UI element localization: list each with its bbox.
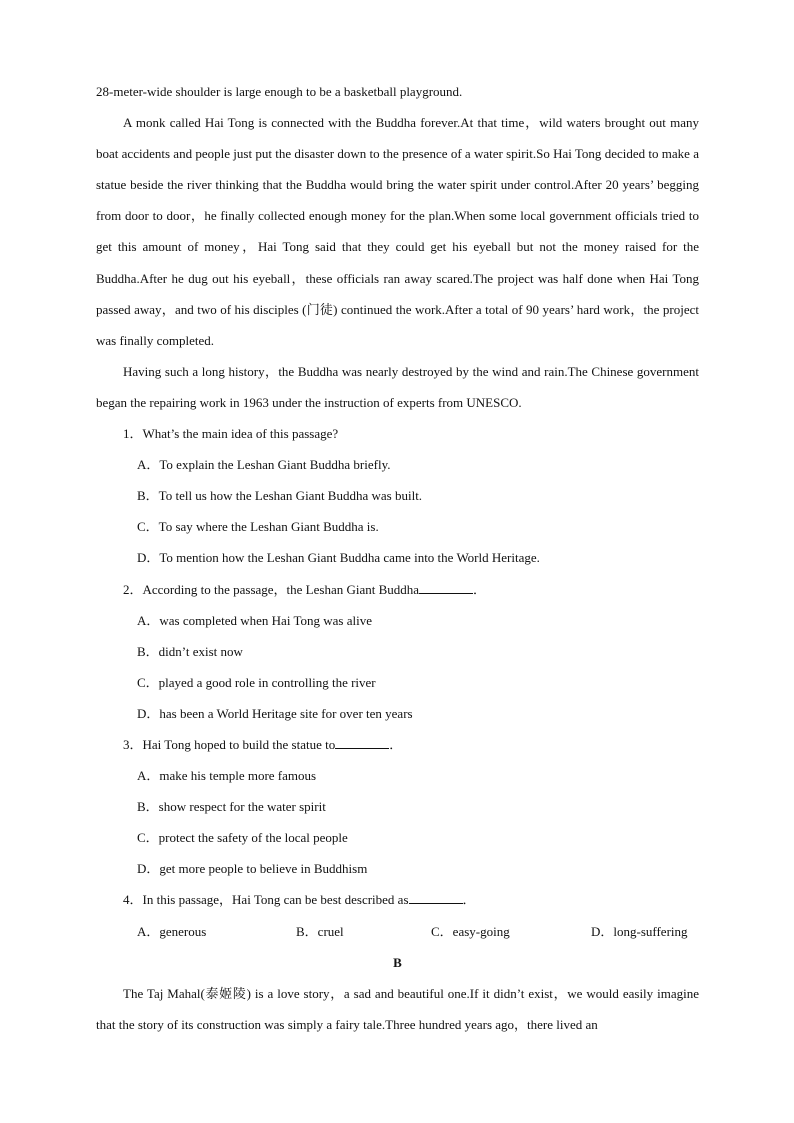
question-1-option-c: C．To say where the Leshan Giant Buddha is. (137, 519, 379, 535)
question-3-option-d: D．get more people to believe in Buddhism (137, 861, 368, 877)
question-4-option-b: B．cruel (296, 923, 344, 939)
question-4-option-c: C．easy-going (431, 923, 510, 939)
question-2-stem (123, 574, 699, 605)
question-4-stem-text: 4．In this passage，Hai Tong can be best described as (123, 892, 409, 908)
answer-blank (335, 736, 389, 749)
question-2-option-a: A．was completed when Hai Tong was alive (137, 612, 372, 628)
question-2-option-c: C．played a good role in controlling the river (137, 674, 376, 690)
question-2-option-d: D．has been a World Heritage site for over ten years (137, 705, 413, 721)
question-2-stem-end: ． (473, 581, 487, 597)
question-1-option-b: B．To tell us how the Leshan Giant Buddha was built. (137, 488, 423, 504)
question-4-options (137, 916, 699, 947)
question-4-option-a: A．generous (137, 923, 207, 939)
question-3-stem-text: 3．Hai Tong hoped to build the statue to (123, 736, 336, 752)
question-3-option-a: A．make his temple more famous (137, 768, 317, 784)
section-b-paragraph-1: The Taj Mahal(泰姬陵) is a love story，a sad and beautiful one.If it didn’t exist，we would easily imagine that the story of its construction was simply a fairy tale.Three hundred years ago，there lived an (96, 985, 699, 1032)
question-3-stem-end: ． (389, 736, 403, 752)
question-2-option-b: B．didn’t exist now (137, 643, 243, 659)
question-1-option-d: D．To mention how the Leshan Giant Buddha came into the World Heritage. (137, 550, 540, 566)
question-4-stem (123, 884, 699, 915)
question-4-option-d: D．long-suffering (591, 923, 688, 939)
question-3-option-c: C．protect the safety of the local people (137, 830, 348, 846)
answer-blank (419, 581, 473, 594)
question-3-option-b: B．show respect for the water spirit (137, 799, 326, 815)
passage-paragraph-0: 28-meter-wide shoulder is large enough to be a basketball playground. (96, 84, 463, 99)
question-1-stem: 1．What’s the main idea of this passage? (123, 426, 339, 442)
question-3-stem (123, 729, 699, 760)
passage-paragraph-1: A monk called Hai Tong is connected with the Buddha forever.At that time，wild waters brought out many boat accidents and people just put the disaster down to the presence of a water spirit.So Hai Tong decided to make a statue beside the river thinking that the Buddha would bring the water spirit under control.After 20 years’ begging from door to door，he finally collected enough money for the plan.When some local government officials tried to get this amount of money，Hai Tong said that they could get his eyeball but not the money raised for the Buddha.After he dug out his eyeball，these officials ran away scared.The project was half done when Hai Tong passed away，and two of his disciples (门徒) continued the work.After a total of 90 years’ hard work，the project was finally completed. (96, 115, 699, 348)
document-page (96, 76, 699, 1040)
section-b-heading: B (393, 954, 402, 970)
question-1-option-a: A．To explain the Leshan Giant Buddha briefly. (137, 457, 391, 473)
answer-blank (409, 891, 463, 904)
question-2-stem-text: 2．According to the passage，the Leshan Giant Buddha (123, 581, 420, 597)
question-4-stem-end: ． (462, 892, 476, 908)
passage-paragraph-2: Having such a long history，the Buddha was nearly destroyed by the wind and rain.The Chinese government began the repairing work in 1963 under the instruction of experts from UNESCO. (96, 363, 699, 410)
